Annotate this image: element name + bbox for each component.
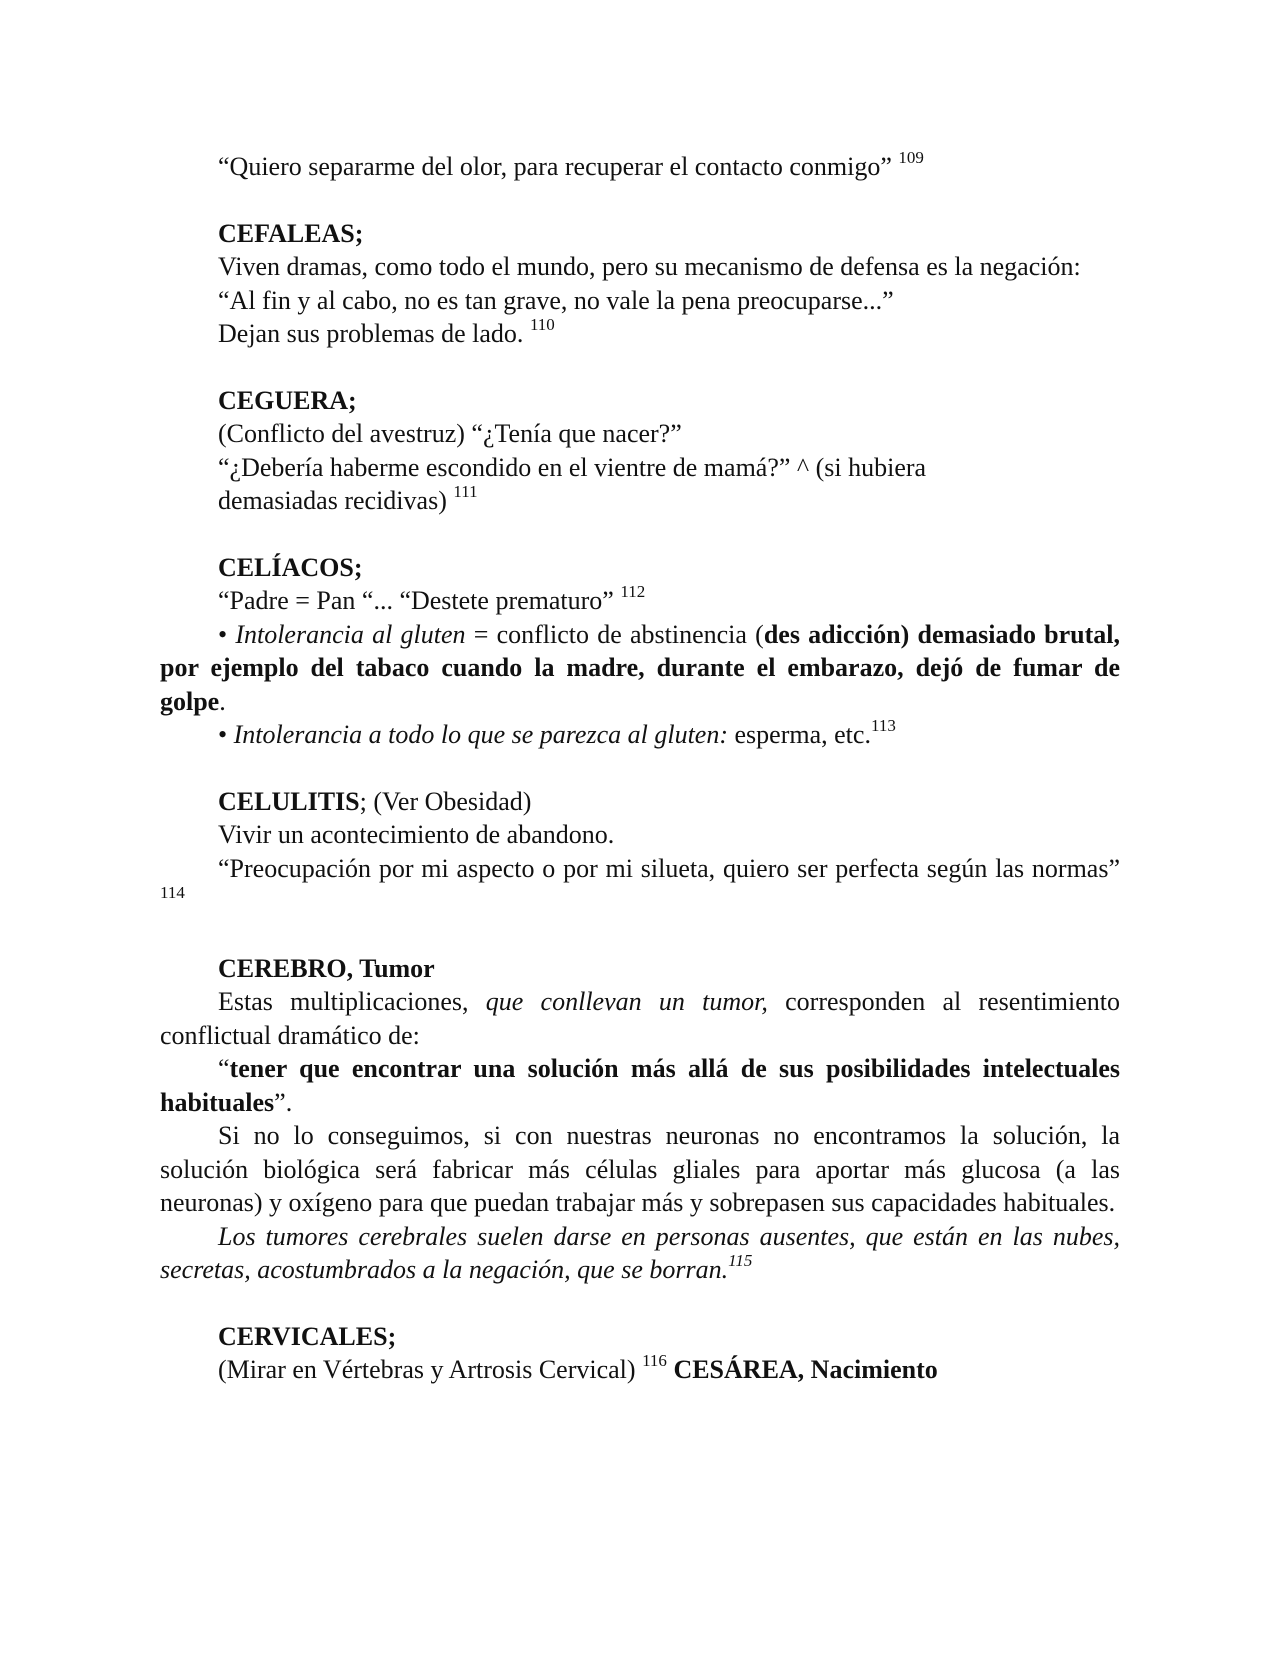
footnote-ref: 113 xyxy=(870,716,896,736)
celulitis-paragraph-2 xyxy=(160,852,1120,919)
footnote-ref: 111 xyxy=(453,482,478,502)
intro-quote-text: “Quiero separarme del olor, para recuperar el contacto conmigo” xyxy=(218,152,892,181)
document-page xyxy=(160,150,1120,1387)
heading-celulitis xyxy=(160,785,1120,819)
section-gap xyxy=(160,919,1120,952)
footnote-ref: 109 xyxy=(898,148,924,168)
heading-ceguera: CEGUERA; xyxy=(218,385,357,415)
celiacos-paragraph-2-text: = conflicto de abstinencia xyxy=(465,619,756,649)
celiacos-paragraph-1 xyxy=(160,584,1120,618)
footnote-ref: 112 xyxy=(620,582,646,602)
cerebro-paragraph-3: Si no lo conseguimos, si con nuestras neuronas no encontramos la solución, la solución biológica será fabricar más células gliales para aportar más glucosa (a las neuronas) y oxígeno para que puedan trabajar más y sobrepasen sus capacidades habituales. xyxy=(160,1121,1120,1217)
celulitis-paragraph-2-text: “Preocupación por mi aspecto o por mi silueta, quiero ser perfecta según las normas” xyxy=(218,853,1120,883)
ceguera-paragraph-2 xyxy=(160,451,1120,518)
ceguera-paragraph-1: (Conflicto del avestruz) “¿Tenía que nacer?” xyxy=(218,419,682,448)
cerebro-paragraph-1-text-b: corresponden al resentimiento conflictual dramático de: xyxy=(160,987,1120,1050)
section-gap xyxy=(160,184,1120,217)
open-paren: ( xyxy=(755,619,764,649)
ceguera-paragraph-2-text: “¿Debería haberme escondido en el vientre de mamá?” ^ (si hubiera demasiadas recidivas) xyxy=(218,452,927,515)
celiacos-paragraph-2 xyxy=(160,618,1120,719)
cervicales-paragraph-1-text: (Mirar en Vértebras y Artrosis Cervical) xyxy=(218,1355,636,1384)
footnote-ref: 114 xyxy=(160,883,185,903)
footnote-ref: 110 xyxy=(529,315,555,335)
heading-celulitis-note: ; (Ver Obesidad) xyxy=(359,786,532,816)
intro-quote xyxy=(160,150,1120,184)
cerebro-paragraph-1-text-a: Estas multiplicaciones, xyxy=(218,987,486,1016)
cerebro-paragraph-2 xyxy=(160,1052,1120,1119)
cefaleas-paragraph-3 xyxy=(160,317,1120,351)
celiacos-paragraph-3-text: esperma, etc. xyxy=(728,720,871,749)
footnote-ref: 116 xyxy=(642,1351,667,1371)
heading-cerebro: CEREBRO, Tumor xyxy=(218,953,435,983)
footnote-ref: 115 xyxy=(728,1251,753,1271)
bullet: • xyxy=(218,619,228,649)
celiacos-italic-term-2: Intolerancia a todo lo que se parezca al gluten: xyxy=(233,720,729,749)
heading-celiacos: CELÍACOS; xyxy=(218,552,363,582)
heading-cesarea: CESÁREA, Nacimiento xyxy=(673,1355,938,1384)
cerebro-italic-text: que conllevan un tumor, xyxy=(485,987,768,1016)
celiacos-italic-term: Intolerancia al gluten xyxy=(235,619,466,649)
celiacos-paragraph-3 xyxy=(160,718,1120,752)
section-gap xyxy=(160,518,1120,551)
heading-celulitis-title: CELULITIS xyxy=(218,786,360,816)
celulitis-paragraph-1: Vivir un acontecimiento de abandono. xyxy=(218,820,615,849)
cefaleas-quote: “Al fin y al cabo, no es tan grave, no vale la pena preocuparse...” xyxy=(218,285,894,315)
cervicales-paragraph-1 xyxy=(160,1353,1120,1387)
cefaleas-paragraph-1: Viven dramas, como todo el mundo, pero su mecanismo de defensa es la negación: xyxy=(218,252,1081,281)
cerebro-bold-text: tener que encontrar una solución más allá de sus posibilidades intelectuales habituales xyxy=(160,1054,1120,1117)
section-gap xyxy=(160,351,1120,384)
celiacos-bold-text: des adicción) demasiado brutal, por ejemplo del tabaco cuando la madre, durante el embarazo, dejó de fumar de golpe xyxy=(160,619,1121,716)
period: . xyxy=(219,686,226,716)
heading-cefaleas: CEFALEAS; xyxy=(218,218,364,248)
cefaleas-paragraph-3-text: Dejan sus problemas de lado. xyxy=(218,319,524,348)
cerebro-italic-paragraph: Los tumores cerebrales suelen darse en personas ausentes, que están en las nubes, secretas, acostumbrados a la negación, que se borran. xyxy=(160,1221,1120,1284)
cerebro-paragraph-4 xyxy=(160,1220,1120,1287)
section-gap xyxy=(160,1287,1120,1320)
bullet: • xyxy=(218,720,228,749)
celiacos-paragraph-1-text: “Padre = Pan “... “Destete prematuro” xyxy=(218,586,614,615)
open-quote: “ xyxy=(218,1054,230,1083)
section-gap xyxy=(160,752,1120,785)
close-quote: ”. xyxy=(274,1087,293,1117)
heading-cervicales: CERVICALES; xyxy=(218,1321,397,1351)
cerebro-paragraph-1 xyxy=(160,985,1120,1052)
